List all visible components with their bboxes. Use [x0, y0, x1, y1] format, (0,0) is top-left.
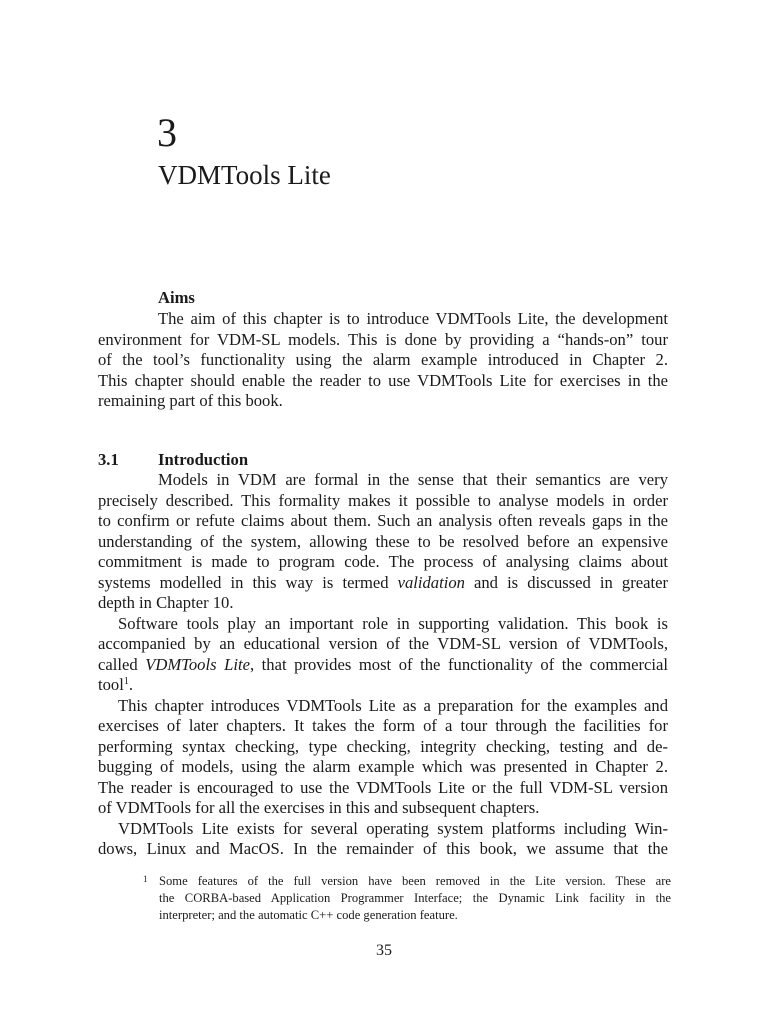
body-text: , that provides most of the functionality of the commercial: [249, 654, 668, 674]
aims-line: This chapter should enable the reader to use VDMTools Lite for exercises in the: [98, 370, 668, 390]
body-text: called: [98, 654, 138, 674]
footnote-line: the CORBA-based Application Programmer Interface; the Dynamic Link facility in the: [159, 891, 671, 905]
body-line: depth in Chapter 10.: [98, 593, 234, 612]
aims-line: The aim of this chapter is to introduce VDMTools Lite, the development: [158, 309, 668, 328]
page-number: 35: [376, 942, 392, 959]
body-text: systems modelled in this way is termed: [98, 572, 389, 592]
validation-term: validation: [397, 572, 465, 592]
body-line: The reader is encouraged to use the VDMTools Lite or the full VDM-SL version: [98, 777, 668, 797]
aims-paragraph: [98, 309, 668, 412]
body-line: accompanied by an educational version of the VDM-SL version of VDMTools,: [98, 634, 668, 653]
body-line: understanding of the system, allowing these to be resolved before an expensive: [98, 531, 668, 551]
section-number: 3.1: [98, 450, 119, 469]
aims-heading: Aims: [158, 288, 195, 307]
body-line: Software tools play an important role in supporting validation. This book is: [118, 613, 668, 633]
body-line: [98, 573, 668, 594]
aims-line: environment for VDM-SL models. This is done by providing a “hands-on” tour: [98, 329, 668, 349]
footnote-line: Some features of the full version have been removed in the Lite version. These are: [159, 874, 671, 888]
chapter-title: VDMTools Lite: [158, 160, 331, 190]
product-name: VDMTools Lite: [145, 654, 250, 674]
chapter-number: 3: [157, 110, 177, 155]
footnote-mark: 1: [143, 874, 148, 884]
body-line: precisely described. This formality makes it possible to analyse models in order: [98, 490, 668, 510]
body-line: This chapter introduces VDMTools Lite as a preparation for the examples and: [118, 695, 668, 715]
body-text: .: [128, 675, 133, 694]
footnote: [143, 873, 671, 924]
body-text: and is discussed in greater: [474, 572, 668, 592]
footnote-line: interpreter; and the automatic C++ code generation feature.: [159, 908, 458, 922]
body-line: [98, 675, 668, 696]
intro-paragraph-3: [98, 696, 668, 819]
aims-line: remaining part of this book.: [98, 391, 283, 410]
body-line: bugging of models, using the alarm example which was presented in Chapter 2.: [98, 757, 668, 776]
aims-line: of the tool’s functionality using the alarm example introduced in Chapter 2.: [98, 350, 668, 369]
intro-paragraph-2: [98, 614, 668, 696]
body-line: commitment is made to program code. The process of analysing claims about: [98, 552, 668, 571]
footnote-text: [159, 873, 671, 924]
intro-paragraph-4: [98, 819, 668, 860]
body-line: dows, Linux and MacOS. In the remainder of this book, we assume that the: [98, 839, 668, 858]
body-line: Models in VDM are formal in the sense that their semantics are very: [158, 470, 668, 489]
section-title: Introduction: [158, 450, 249, 469]
body-line: [98, 655, 668, 676]
body-line: VDMTools Lite exists for several operating system platforms including Win-: [118, 818, 668, 838]
footnote-reference[interactable]: 1: [123, 676, 129, 687]
body-line: performing syntax checking, type checking, integrity checking, testing and de-: [98, 736, 668, 756]
intro-paragraph-1: [98, 470, 668, 614]
body-line: of VDMTools for all the exercises in this and subsequent chapters.: [98, 798, 540, 817]
body-line: exercises of later chapters. It takes the form of a tour through the facilities for: [98, 716, 668, 735]
body-text: tool: [98, 675, 124, 694]
body-line: to confirm or refute claims about them. Such an analysis often reveals gaps in the: [98, 511, 668, 530]
